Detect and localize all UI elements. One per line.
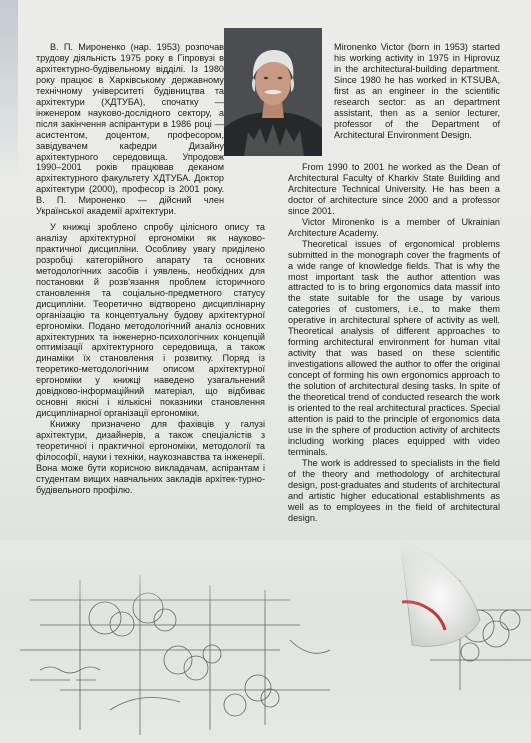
ukrainian-bio-paragraph: В. П. Мироненко (нар. 1953) розпочав трудову діяльність 1975 року в Гіпровузі в архітектурно-будівельному відділі. Із 1980 року працює в Харківському державному технічному університеті будівництва та архітектури (ХДТУБА), спочатку — інженером науково-дослідного сектору, а після закінчення аспірантури в 1986 році — асистентом, доцентом, професором, завідувачем кафедри Дизайну архітектурного середовища. Упродовж 1990–2001 років працював деканом архітектурного факультету ХДТУБА. Доктор архітектури (2000), професор із 2001 року. В. П. Мироненко — дійсний член Української академії архітектури. (36, 42, 224, 217)
english-bio-paragraph: Mironenko Victor (born in 1953) started his working activity in 1975 in Hiprovuz in the architectural-building department. Since 1980 he has worked in KTSUBA, first as an engineer in the scientific research sector: as an department assistant, then as a senior lecturer, professor of the Department of Architectural Environment Design. (334, 42, 500, 140)
english-annotation (288, 162, 500, 523)
english-annotation-paragraph: Theoretical issues of ergonomical problems submitted in the monograph cover the fragments of a wide range of knowledge fields. That is why the most important task the author attention was attracted to is to bring ergonomics data massif into the state suitable for the usage by various categories of customers, i.e., to make them operative in architectural sphere of activity as well. Theoretical analysis of different approaches to forming architectural environment for human vital activity that was based on these scientific investigations allowed the author to offer the original concept of forming his own ergonomics approach to the solution of architectural desing tasks. In spite of the theoretical trend of conducted research the work is oriented to the real architectural practices. Special attention is paid to the principle of ergonomics data use in the sphere of production activity of architects including working places equipped with video terminals. (288, 238, 500, 457)
english-dean-paragraph: From 1990 to 2001 he worked as the Dean of Architectural Faculty of Kharkiv State Building and Architecture Technical University. He has been a doctor of architecture since 2000 and a professor since 2001. (288, 162, 500, 216)
author-portrait-photo (224, 28, 322, 156)
architectural-sketch-illustration (0, 540, 531, 743)
ukrainian-author-bio (36, 42, 224, 217)
decorative-band (0, 0, 18, 180)
english-author-bio (334, 42, 500, 141)
ukrainian-annotation (36, 222, 265, 496)
english-audience-paragraph: The work is addressed to specialists in the field of the theory and methodology of architectural design, post-graduates and students of architectural and artistic higher educational establishments as well as to employees in the field of architectural design. (288, 457, 500, 523)
ukrainian-audience-paragraph: Книжку призначено для фахівців у галузі архітектури, дизайнерів, а також спеціалістів з теоретичної і практичної ергономіки, методології та філософії, науки і техніки, наукознавства та інженерії. Вона може бути корисною викладачам, аспірантам і студентам вищих навчальних закладів архітек-турно-будівельного профілю. (36, 419, 265, 495)
english-academy-paragraph: Victor Mironenko is a member of Ukrainian Architecture Academy. (288, 216, 500, 238)
ukrainian-annotation-paragraph: У книжці зроблено спробу цілісного опису та аналізу архітектурної ергономіки як науково-практичної дисципліни. Особливу увагу приділено розробці категорійного апарату та основних методологічних засобів і уявлень, необхідних для постановки й розв'язання проблем історичного становлення та соціально-предметного статусу дисципліни. Теоретично відтворено дисциплінарну організацію та концептуальну будову архітектурної ергономіки. Подано методологічний аналіз основних архітектурних та інженерно-психологічних концепцій оптимізації архітектурного середовища, а також динаміки їх становлення і розвитку. Поряд із теоретико-методологічним описом архітектурної ергономіки у книжці наведено узагальнений довідково-інформаційний матеріал, що відбиває основні якісні і кількісні показники становлення дисциплінарної організації ергономіки. (36, 222, 265, 419)
